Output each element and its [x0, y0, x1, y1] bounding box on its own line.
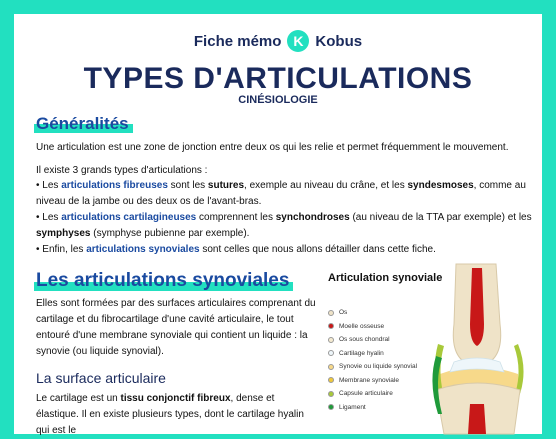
diagram-title: Articulation synoviale	[328, 272, 443, 284]
legend-item	[328, 306, 417, 320]
legend-item	[328, 360, 417, 374]
kobus-logo-icon: K	[287, 30, 309, 52]
page-subtitle: CINÉSIOLOGIE	[238, 94, 318, 106]
lower-bone-marrow	[468, 404, 486, 434]
diagram-legend	[328, 306, 417, 414]
legend-item	[328, 333, 417, 347]
legend-label: Ligament	[339, 403, 366, 411]
bullet-fibreuses: • Les articulations fibreuses sont les sutures, exemple au niveau du crâne, et les syndesmoses, comme au niveau de la jambe ou des deux os de l'avant-bras.	[36, 180, 526, 207]
legend-swatch-icon	[328, 391, 334, 397]
heading-synoviales: Les articulations synoviales	[36, 270, 289, 292]
memo-sheet	[14, 14, 542, 434]
subheading-surface-articulaire: La surface articulaire	[36, 370, 166, 386]
bullet-cartilagineuses: • Les articulations cartilagineuses comprennent les synchondroses (au niveau de la TTA par exemple) et les symphyses (symphyse pubienne par exemple).	[36, 212, 532, 239]
paragraph-cartilage: Le cartilage est un tissu conjonctif fibreux, dense et élastique. Il en existe plusieurs types, dont le cartilage hyalin qui est le	[36, 393, 304, 436]
legend-label: Os sous chondral	[339, 336, 390, 344]
legend-label: Synovie ou liquide synovial	[339, 363, 418, 371]
legend-swatch-icon	[328, 350, 334, 356]
bullet-synoviales: • Enfin, les articulations synoviales sont celles que nous allons détailler dans cette fiche.	[36, 244, 436, 255]
legend-swatch-icon	[328, 323, 334, 329]
legend-item	[328, 347, 417, 361]
legend-label: Membrane synoviale	[339, 376, 399, 384]
brand-left-text: Fiche mémo	[193, 32, 282, 50]
legend-swatch-icon	[328, 404, 334, 410]
legend-item	[328, 387, 417, 401]
legend-label: Cartilage hyalin	[339, 349, 384, 357]
synovial-joint-illustration	[434, 264, 542, 434]
page-title: TYPES D'ARTICULATIONS	[83, 62, 473, 95]
legend-swatch-icon	[328, 310, 334, 316]
brand-right-text: Kobus	[315, 32, 363, 50]
paragraph-synoviales-definition: Elles sont formées par des surfaces articulaires comprenant du cartilage et du fibrocartilage d'une cavité articulaire, le tout entouré d'une membrane synoviale qui contient un liquide : la synovie (ou liquide synovial).	[36, 298, 316, 357]
legend-swatch-icon	[328, 337, 334, 343]
heading-generalites: Généralités	[36, 114, 129, 134]
legend-label: Moelle osseuse	[339, 322, 385, 330]
brand-header	[14, 30, 542, 52]
legend-swatch-icon	[328, 377, 334, 383]
legend-label: Os	[339, 309, 348, 317]
legend-swatch-icon	[328, 364, 334, 370]
legend-item	[328, 374, 417, 388]
legend-label: Capsule articulaire	[339, 390, 393, 398]
legend-item	[328, 401, 417, 415]
legend-item	[328, 320, 417, 334]
paragraph-definition: Une articulation est une zone de jonction entre deux os qui les relie et permet fréquemment le mouvement.	[36, 142, 509, 153]
bone-marrow	[470, 268, 484, 346]
paragraph-types-intro: Il existe 3 grands types d'articulations :	[36, 165, 208, 176]
